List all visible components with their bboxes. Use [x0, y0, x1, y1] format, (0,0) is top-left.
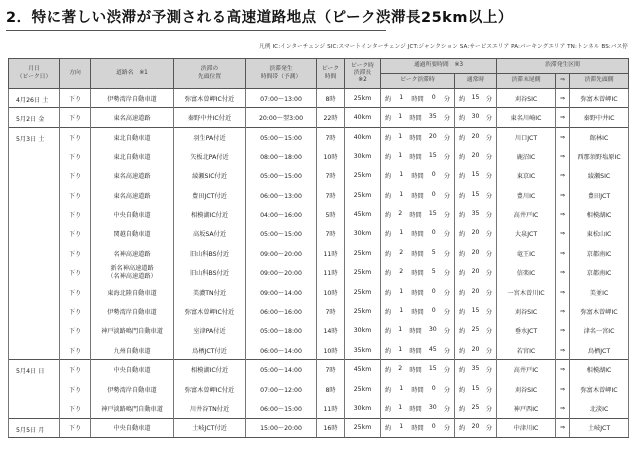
cell-travel-peak: 約 1 時間 45 分 — [381, 341, 455, 360]
table-row — [9, 379, 629, 398]
cell-travel-peak: 約 1 時間 0 分 — [381, 282, 455, 301]
cell-section-head: 相模湖IC — [570, 205, 629, 224]
cell-head-position: 鳥栖JCT付近 — [174, 341, 246, 360]
cell-travel-normal: 約 35 分 — [455, 205, 497, 224]
table-body — [9, 89, 629, 438]
cell-section-head: 京都南IC — [570, 244, 629, 263]
cell-travel-normal: 約 25 分 — [455, 399, 497, 418]
cell-section-tail: 刈谷SIC — [497, 379, 556, 398]
cell-time-window: 15:00～20:00 — [246, 418, 317, 437]
arrow-icon: ⇒ — [556, 89, 570, 108]
cell-peak-time: 8時 — [317, 89, 345, 108]
cell-section-head: 津名一宮IC — [570, 321, 629, 340]
cell-road: 関越自動車道 — [91, 224, 174, 243]
cell-travel-peak: 約 1 時間 30 分 — [381, 321, 455, 340]
cell-date: 5月2日 金 — [9, 108, 60, 127]
cell-road: 名神高速道路 — [91, 244, 174, 263]
cell-travel-normal: 約 30 分 — [455, 108, 497, 127]
cell-section-tail: 中津川IC — [497, 418, 556, 437]
cell-time-window: 05:00～15:00 — [246, 127, 317, 146]
cell-travel-normal: 約 35 分 — [455, 360, 497, 379]
cell-direction: 下り — [60, 166, 91, 185]
cell-time-window: 06:00～16:00 — [246, 302, 317, 321]
cell-section-tail: 一宮木曽川IC — [497, 282, 556, 301]
cell-travel-peak: 約 1 時間 0 分 — [381, 379, 455, 398]
header-head-position: 渋滞の 先頭位置 — [174, 59, 246, 89]
header-section: 渋滞発生区間 — [497, 59, 629, 74]
header-travel-peak: ピーク渋滞時 — [381, 74, 455, 89]
cell-section-head: 館林IC — [570, 127, 629, 146]
arrow-icon: ⇒ — [556, 244, 570, 263]
cell-peak-length: 25km — [345, 418, 381, 437]
table-row — [9, 321, 629, 340]
cell-time-window: 20:00～翌3:00 — [246, 108, 317, 127]
cell-travel-peak: 約 1 時間 0 分 — [381, 224, 455, 243]
cell-date — [9, 302, 60, 321]
cell-road: 中央自動車道 — [91, 418, 174, 437]
cell-travel-peak: 約 2 時間 5 分 — [381, 244, 455, 263]
header-date: 月日 （ピーク日） — [9, 59, 60, 89]
table-row — [9, 185, 629, 204]
cell-travel-normal: 約 20 分 — [455, 282, 497, 301]
table-row — [9, 224, 629, 243]
cell-peak-length: 25km — [345, 263, 381, 282]
cell-section-tail: 東名川崎IC — [497, 108, 556, 127]
cell-direction: 下り — [60, 147, 91, 166]
cell-date — [9, 185, 60, 204]
cell-time-window: 05:00～18:00 — [246, 321, 317, 340]
cell-direction: 下り — [60, 360, 91, 379]
cell-section-head: 弥富木曽岬IC — [570, 302, 629, 321]
cell-direction: 下り — [60, 399, 91, 418]
cell-head-position: 弥富木曽岬IC付近 — [174, 89, 246, 108]
cell-head-position: 土岐JCT付近 — [174, 418, 246, 437]
cell-peak-time: 7時 — [317, 185, 345, 204]
cell-peak-length: 40km — [345, 108, 381, 127]
cell-section-tail: 高井戸IC — [497, 360, 556, 379]
cell-section-tail: 高井戸IC — [497, 205, 556, 224]
cell-section-tail: 大泉JCT — [497, 224, 556, 243]
cell-section-head: 豊田JCT — [570, 185, 629, 204]
cell-peak-length: 25km — [345, 244, 381, 263]
cell-road: 神戸淡路鳴門自動車道 — [91, 399, 174, 418]
cell-peak-length: 25km — [345, 302, 381, 321]
cell-section-head: 京都南IC — [570, 263, 629, 282]
cell-travel-normal: 約 15 分 — [455, 379, 497, 398]
cell-road: 伊勢湾岸自動車道 — [91, 302, 174, 321]
cell-travel-peak: 約 1 時間 0 分 — [381, 185, 455, 204]
cell-peak-length: 25km — [345, 166, 381, 185]
cell-peak-time: 11時 — [317, 399, 345, 418]
header-direction: 方向 — [60, 59, 91, 89]
cell-peak-length: 25km — [345, 89, 381, 108]
cell-time-window: 06:00～15:00 — [246, 399, 317, 418]
cell-travel-normal: 約 15 分 — [455, 89, 497, 108]
cell-direction: 下り — [60, 341, 91, 360]
cell-section-head: 美並IC — [570, 282, 629, 301]
cell-direction: 下り — [60, 282, 91, 301]
cell-section-tail: 信楽IC — [497, 263, 556, 282]
cell-section-tail: 刈谷SIC — [497, 302, 556, 321]
cell-section-head: 土岐JCT — [570, 418, 629, 437]
cell-road: 東名高速道路 — [91, 166, 174, 185]
cell-date: 5月5日 月 — [9, 418, 60, 437]
cell-peak-time: 14時 — [317, 321, 345, 340]
cell-head-position: 綾瀬SIC付近 — [174, 166, 246, 185]
arrow-icon: ⇒ — [556, 127, 570, 146]
table-row — [9, 147, 629, 166]
cell-road: 東名高速道路 — [91, 185, 174, 204]
cell-head-position: 相模湖IC付近 — [174, 205, 246, 224]
cell-direction: 下り — [60, 89, 91, 108]
table-row — [9, 263, 629, 282]
cell-travel-peak: 約 1 時間 20 分 — [381, 127, 455, 146]
table-row — [9, 302, 629, 321]
cell-peak-length: 30km — [345, 399, 381, 418]
cell-section-head: 弥富木曽岬IC — [570, 89, 629, 108]
cell-direction: 下り — [60, 244, 91, 263]
cell-section-head: 鳥栖JCT — [570, 341, 629, 360]
cell-peak-time: 7時 — [317, 224, 345, 243]
cell-time-window: 06:00～14:00 — [246, 341, 317, 360]
cell-time-window: 05:00～15:00 — [246, 166, 317, 185]
cell-peak-length: 40km — [345, 127, 381, 146]
cell-direction: 下り — [60, 127, 91, 146]
arrow-icon: ⇒ — [556, 321, 570, 340]
cell-time-window: 07:00～12:00 — [246, 379, 317, 398]
cell-travel-normal: 約 20 分 — [455, 224, 497, 243]
cell-travel-peak: 約 1 時間 0 分 — [381, 302, 455, 321]
cell-date — [9, 341, 60, 360]
cell-travel-peak: 約 1 時間 0 分 — [381, 418, 455, 437]
cell-section-head: 北淡IC — [570, 399, 629, 418]
cell-date: 5月3日 土 — [9, 127, 60, 146]
arrow-icon: ⇒ — [556, 302, 570, 321]
cell-road: 東北自動車道 — [91, 127, 174, 146]
cell-direction: 下り — [60, 224, 91, 243]
header-section-arrow: ⇒ — [556, 74, 570, 89]
table-row — [9, 205, 629, 224]
cell-travel-normal: 約 25 分 — [455, 321, 497, 340]
cell-peak-time: 8時 — [317, 379, 345, 398]
cell-head-position: 相模湖IC付近 — [174, 360, 246, 379]
cell-date — [9, 224, 60, 243]
cell-time-window: 09:00～20:00 — [246, 244, 317, 263]
header-travel-normal: 通常時 — [455, 74, 497, 89]
table-row — [9, 282, 629, 301]
cell-direction: 下り — [60, 379, 91, 398]
cell-date — [9, 379, 60, 398]
cell-section-head: 秦野中井IC — [570, 108, 629, 127]
cell-date — [9, 166, 60, 185]
cell-peak-length: 30km — [345, 321, 381, 340]
cell-peak-time: 22時 — [317, 108, 345, 127]
header-peak-length: ピーク時 渋滞長 ※2 — [345, 59, 381, 89]
header-road: 道路名 ※1 — [91, 59, 174, 89]
cell-road: 中央自動車道 — [91, 360, 174, 379]
arrow-icon: ⇒ — [556, 360, 570, 379]
cell-section-head: 東松山IC — [570, 224, 629, 243]
cell-peak-time: 11時 — [317, 263, 345, 282]
cell-peak-length: 25km — [345, 282, 381, 301]
cell-time-window: 09:00～14:00 — [246, 282, 317, 301]
cell-travel-peak: 約 2 時間 15 分 — [381, 360, 455, 379]
arrow-icon: ⇒ — [556, 263, 570, 282]
cell-travel-peak: 約 2 時間 15 分 — [381, 205, 455, 224]
abbreviation-legend: 凡例 IC:インターチェンジ SIC:スマートインターチェンジ JCT:ジャンクション SA:サービスエリア PA:パーキングエリア TN:トンネル BS:バス停 — [259, 44, 628, 50]
cell-travel-normal: 約 20 分 — [455, 127, 497, 146]
table-row — [9, 108, 629, 127]
cell-section-head: 綾瀬SIC — [570, 166, 629, 185]
table-row — [9, 89, 629, 108]
cell-road: 伊勢湾岸自動車道 — [91, 379, 174, 398]
table-row — [9, 244, 629, 263]
cell-peak-length: 30km — [345, 224, 381, 243]
arrow-icon: ⇒ — [556, 399, 570, 418]
page-title: 2．特に著しい渋滞が予測される高速道路地点（ピーク渋滞長25km以上） — [6, 6, 386, 31]
cell-road: 九州自動車道 — [91, 341, 174, 360]
arrow-icon: ⇒ — [556, 224, 570, 243]
arrow-icon: ⇒ — [556, 205, 570, 224]
cell-travel-peak: 約 1 時間 0 分 — [381, 89, 455, 108]
cell-peak-time: 7時 — [317, 166, 345, 185]
cell-peak-length: 25km — [345, 185, 381, 204]
cell-peak-length: 45km — [345, 360, 381, 379]
cell-head-position: 旧山科BS付近 — [174, 263, 246, 282]
cell-head-position: 豊田JCT付近 — [174, 185, 246, 204]
cell-peak-time: 16時 — [317, 418, 345, 437]
cell-direction: 下り — [60, 108, 91, 127]
cell-direction: 下り — [60, 263, 91, 282]
arrow-icon: ⇒ — [556, 108, 570, 127]
cell-travel-peak: 約 1 時間 0 分 — [381, 166, 455, 185]
table-row — [9, 399, 629, 418]
cell-peak-time: 7時 — [317, 127, 345, 146]
cell-travel-normal: 約 20 分 — [455, 341, 497, 360]
cell-head-position: 秦野中井IC付近 — [174, 108, 246, 127]
table-row — [9, 127, 629, 146]
cell-travel-normal: 約 20 分 — [455, 263, 497, 282]
table-row — [9, 341, 629, 360]
cell-peak-length: 30km — [345, 147, 381, 166]
table-row — [9, 418, 629, 437]
cell-travel-peak: 約 1 時間 15 分 — [381, 147, 455, 166]
cell-date — [9, 282, 60, 301]
cell-peak-time: 7時 — [317, 302, 345, 321]
cell-head-position: 弥富木曽岬IC付近 — [174, 379, 246, 398]
cell-section-tail: 刈谷SIC — [497, 89, 556, 108]
cell-section-tail: 東京IC — [497, 166, 556, 185]
cell-travel-peak: 約 1 時間 35 分 — [381, 108, 455, 127]
cell-peak-time: 10時 — [317, 341, 345, 360]
cell-peak-length: 25km — [345, 379, 381, 398]
cell-travel-peak: 約 1 時間 30 分 — [381, 399, 455, 418]
cell-direction: 下り — [60, 321, 91, 340]
arrow-icon: ⇒ — [556, 341, 570, 360]
cell-head-position: 室津PA付近 — [174, 321, 246, 340]
cell-road: 東北自動車道 — [91, 147, 174, 166]
cell-section-tail: 神戸西IC — [497, 399, 556, 418]
cell-travel-normal: 約 15 分 — [455, 185, 497, 204]
arrow-icon: ⇒ — [556, 379, 570, 398]
cell-time-window: 08:00～18:00 — [246, 147, 317, 166]
cell-head-position: 川井谷TN付近 — [174, 399, 246, 418]
cell-direction: 下り — [60, 185, 91, 204]
cell-peak-length: 35km — [345, 341, 381, 360]
cell-head-position: 羽生PA付近 — [174, 127, 246, 146]
arrow-icon: ⇒ — [556, 282, 570, 301]
cell-travel-normal: 約 20 分 — [455, 418, 497, 437]
cell-time-window: 07:00～13:00 — [246, 89, 317, 108]
cell-peak-time: 10時 — [317, 147, 345, 166]
cell-direction: 下り — [60, 302, 91, 321]
cell-section-tail: 竜王IC — [497, 244, 556, 263]
cell-time-window: 06:00～13:00 — [246, 185, 317, 204]
cell-section-tail: 若宮IC — [497, 341, 556, 360]
cell-peak-length: 45km — [345, 205, 381, 224]
cell-travel-normal: 約 15 分 — [455, 302, 497, 321]
cell-road: 東名高速道路 — [91, 108, 174, 127]
cell-travel-peak: 約 2 時間 5 分 — [381, 263, 455, 282]
cell-travel-normal: 約 15 分 — [455, 166, 497, 185]
arrow-icon: ⇒ — [556, 147, 570, 166]
cell-direction: 下り — [60, 205, 91, 224]
cell-date — [9, 321, 60, 340]
cell-head-position: 弥富木曽岬IC付近 — [174, 302, 246, 321]
cell-head-position: 旧山科BS付近 — [174, 244, 246, 263]
cell-head-position: 高坂SA付近 — [174, 224, 246, 243]
table-row — [9, 166, 629, 185]
header-peak-time: ピーク 時間 — [317, 59, 345, 89]
cell-date — [9, 244, 60, 263]
cell-date: 5月4日 日 — [9, 360, 60, 379]
cell-peak-time: 11時 — [317, 244, 345, 263]
table-row — [9, 360, 629, 379]
cell-time-window: 05:00～14:00 — [246, 360, 317, 379]
cell-section-head: 相模湖IC — [570, 360, 629, 379]
cell-time-window: 09:00～20:00 — [246, 263, 317, 282]
arrow-icon: ⇒ — [556, 166, 570, 185]
arrow-icon: ⇒ — [556, 418, 570, 437]
cell-road: 伊勢湾岸自動車道 — [91, 89, 174, 108]
cell-section-head: 西那須野塩原IC — [570, 147, 629, 166]
cell-section-tail: 鹿沼IC — [497, 147, 556, 166]
arrow-icon: ⇒ — [556, 185, 570, 204]
cell-head-position: 矢板北PA付近 — [174, 147, 246, 166]
cell-section-tail: 垂水JCT — [497, 321, 556, 340]
cell-peak-time: 5時 — [317, 205, 345, 224]
cell-date — [9, 263, 60, 282]
cell-section-tail: 豊川IC — [497, 185, 556, 204]
cell-date — [9, 399, 60, 418]
cell-section-tail: 川口JCT — [497, 127, 556, 146]
header-travel-time: 通過所要時間 ※3 — [381, 59, 497, 74]
cell-date: 4月26日 土 — [9, 89, 60, 108]
cell-date — [9, 205, 60, 224]
cell-direction: 下り — [60, 418, 91, 437]
header-section-head: 渋滞先頭側 — [570, 74, 629, 89]
cell-road: 神戸淡路鳴門自動車道 — [91, 321, 174, 340]
cell-travel-normal: 約 20 分 — [455, 147, 497, 166]
cell-time-window: 04:00～16:00 — [246, 205, 317, 224]
cell-road: 新名神高速道路 （名神高速道路） — [91, 263, 174, 282]
cell-section-head: 弥富木曽岬IC — [570, 379, 629, 398]
cell-head-position: 美濃TN付近 — [174, 282, 246, 301]
header-time-window: 渋滞発生 時間帯（予測） — [246, 59, 317, 89]
cell-date — [9, 147, 60, 166]
cell-peak-time: 7時 — [317, 360, 345, 379]
cell-road: 東海北陸自動車道 — [91, 282, 174, 301]
cell-time-window: 05:00～15:00 — [246, 224, 317, 243]
header-section-tail: 渋滞末尾側 — [497, 74, 556, 89]
cell-travel-normal: 約 20 分 — [455, 244, 497, 263]
congestion-table — [8, 58, 629, 438]
cell-peak-time: 10時 — [317, 282, 345, 301]
cell-road: 中央自動車道 — [91, 205, 174, 224]
